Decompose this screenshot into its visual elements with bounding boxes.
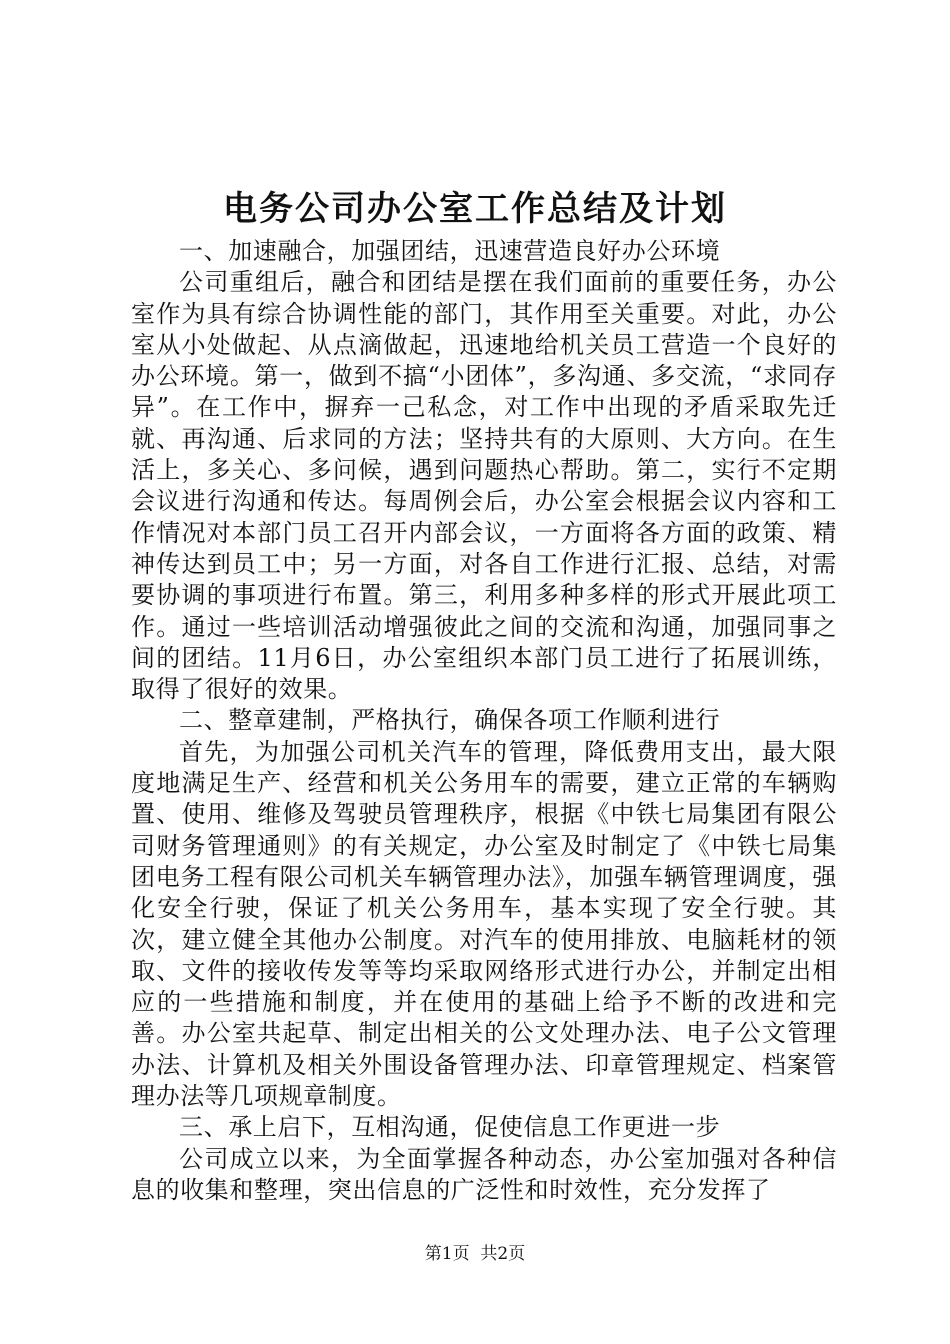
section-heading-1: 一、加速融合，加强团结，迅速营造良好办公环境 — [179, 237, 721, 265]
page-footer — [0, 1243, 950, 1265]
section-heading-3: 三、承上启下，互相沟通，促使信息工作更进一步 — [179, 1113, 721, 1142]
document-title: 电务公司办公室工作总结及计划 — [223, 189, 727, 229]
paragraph-3: 公司成立以来，为全面掌握各种动态，办公室加强对各种信息的收集和整理，突出信息的广泛性和时效性，充分发挥了 — [131, 1144, 837, 1204]
paragraph-2: 首先，为加强公司机关汽车的管理，降低费用支出，最大限度地满足生产、经营和机关公务用车的需要，建立正常的车辆购置、使用、维修及驾驶员管理秩序，根据《中铁七局集团有限公司财务管理通则》的有关规定，办公室及时制定了《中铁七局集团电务工程有限公司机关车辆管理办法》，加强车辆管理调度，强化安全行驶，保证了机关公务用车，基本实现了安全行驶。其次，建立健全其他办公制度。对汽车的使用排放、电脑耗材的领取、文件的接收传发等等均采取网络形式进行办公，并制定出相应的一些措施和制度，并在使用的基础上给予不断的改进和完善。办公室共起草、制定出相关的公文处理办法、电子公文管理办法、计算机及相关外围设备管理办法、印章管理规定、档案管理办法等几项规章制度。 — [131, 737, 837, 1111]
document-body — [131, 236, 837, 1206]
page-number: 第1页 — [424, 1244, 470, 1264]
paragraph-1: 公司重组后，融合和团结是摆在我们面前的重要任务，办公室作为具有综合协调性能的部门，其作用至关重要。对此，办公室从小处做起、从点滴做起，迅速地给机关员工营造一个良好的办公环境。第一，做到不搞“小团体”，多沟通、多交流，“求同存异”。在工作中，摒弃一己私念，对工作中出现的矛盾采取先迁就、再沟通、后求同的方法；坚持共有的大原则、大方向。在生活上，多关心、多问候，遇到问题热心帮助。第二，实行不定期会议进行沟通和传达。每周例会后，办公室会根据会议内容和工作情况对本部门员工召开内部会议，一方面将各方面的政策、精神传达到员工中；另一方面，对各自工作进行汇报、总结，对需要协调的事项进行布置。第三，利用多种多样的形式开展此项工作。通过一些培训活动增强彼此之间的交流和沟通，加强同事之间的团结。11月6日，办公室组织本部门员工进行了拓展训练，取得了很好的效果。 — [131, 268, 837, 704]
page-total: 共2页 — [480, 1244, 526, 1264]
section-heading-2: 二、整章建制，严格执行，确保各项工作顺利进行 — [179, 706, 721, 735]
